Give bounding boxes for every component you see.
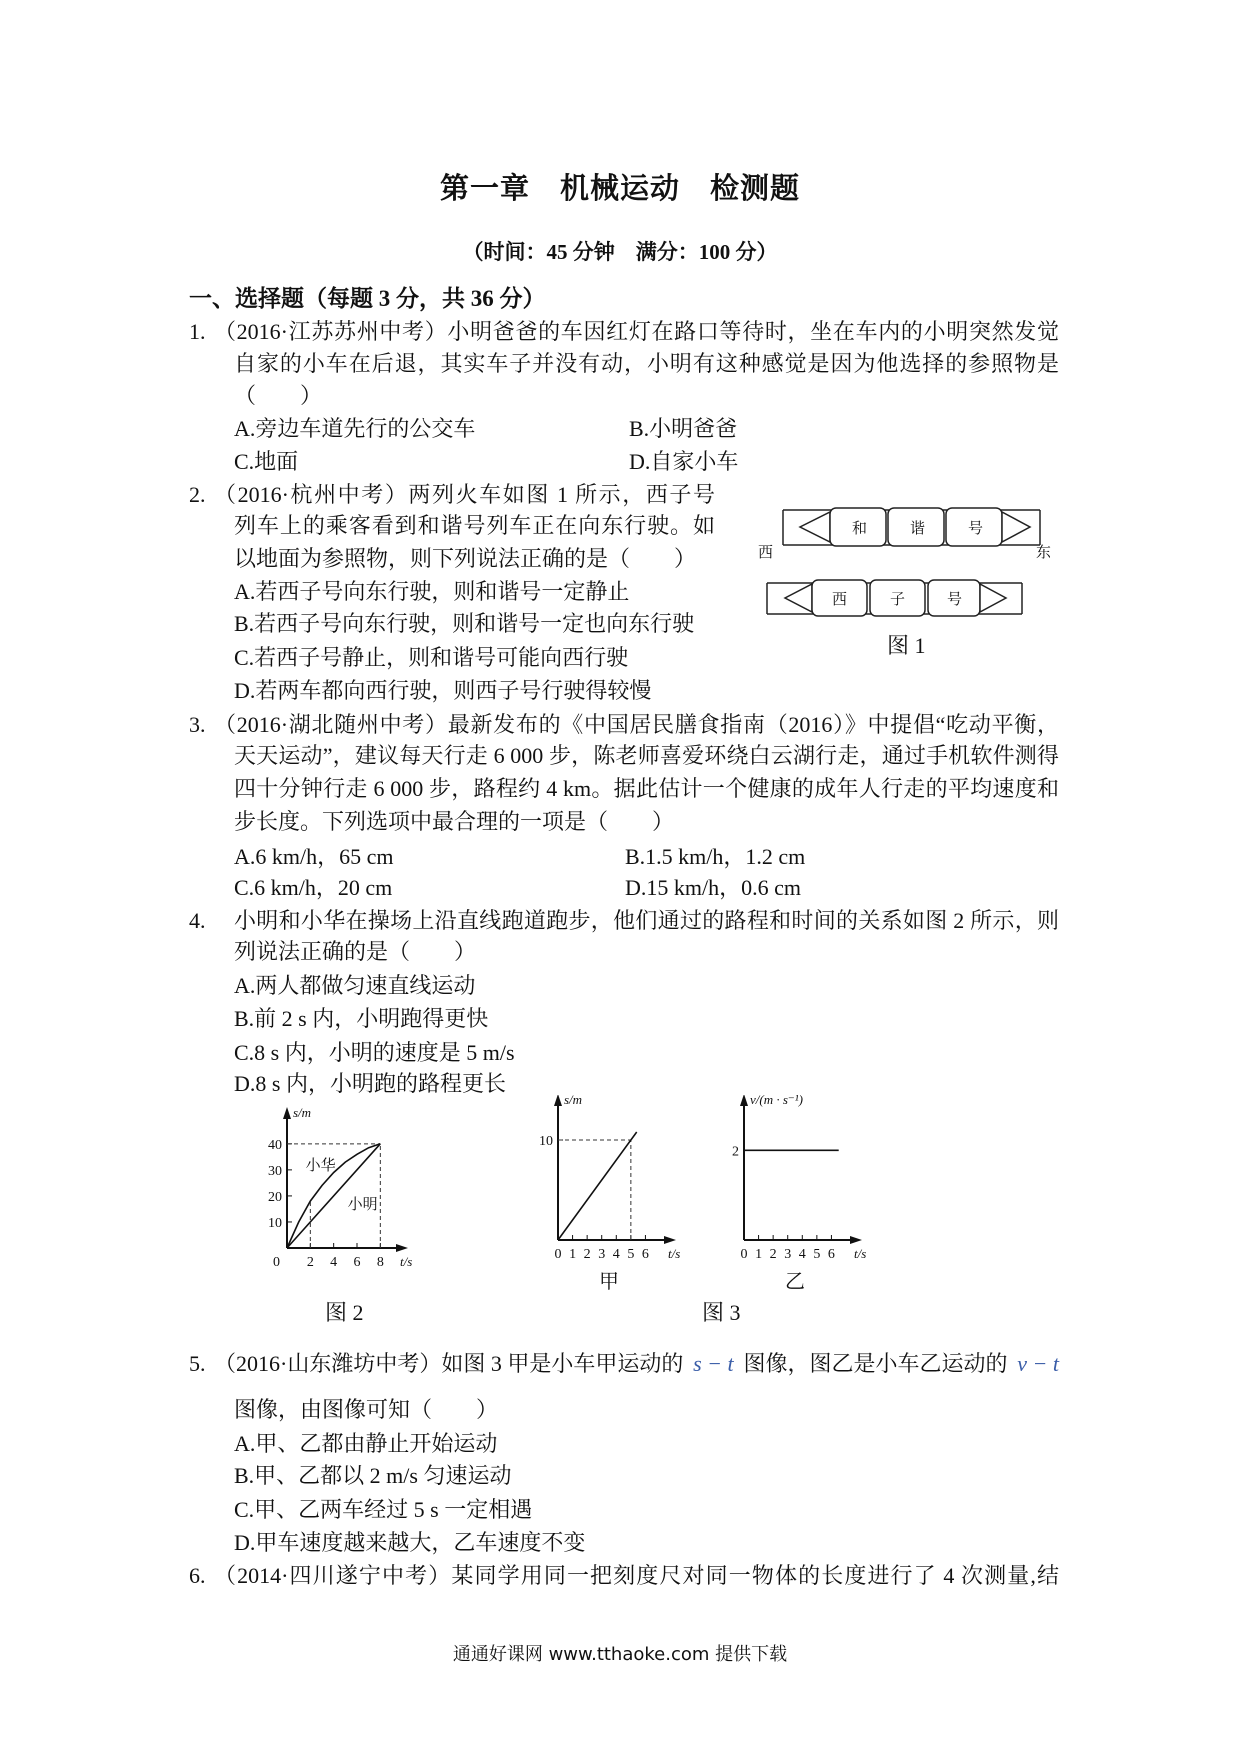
exam-info: （时间：45 分钟 满分：100 分）: [462, 240, 778, 264]
question-text: 图像，由图像可知（ ）: [234, 1397, 499, 1422]
question-text: [214, 1351, 1059, 1377]
option-a: A.两人都做匀速直线运动: [234, 973, 476, 998]
option-a: A.6 km/h，65 cm: [234, 844, 394, 869]
train-label: 和: [852, 521, 868, 537]
question-text: （2016·湖北随州中考）最新发布的《中国居民膳食指南（2016）》中提倡“吃动平衡，: [214, 712, 1059, 737]
x-tick-label: 4: [330, 1255, 338, 1270]
series-label: 小明: [347, 1196, 378, 1213]
option-b: B.甲、乙都以 2 m/s 匀速运动: [234, 1463, 512, 1488]
option-d: D.甲车速度越来越大，乙车速度不变: [234, 1530, 586, 1555]
y-tick-label: 2: [732, 1144, 739, 1160]
option-d: D.若两车都向西行驶，则西子号行驶得较慢: [234, 678, 652, 703]
train-label: 号: [947, 592, 963, 608]
y-tick-label: 10: [268, 1215, 282, 1231]
east-label: 东: [1036, 545, 1052, 561]
x-axis-arrow: [850, 1236, 862, 1244]
x-axis-arrow: [664, 1236, 676, 1244]
option-b: B.小明爸爸: [629, 416, 738, 441]
y-axis-label: s/m: [293, 1105, 312, 1120]
y-tick-label: 20: [268, 1189, 282, 1205]
x-tick-label: 4: [612, 1247, 620, 1262]
question-text-part: 图像，图乙是小车乙运动的: [743, 1351, 1008, 1376]
question-text: （2014·四川遂宁中考）某同学用同一把刻度尺对同一物体的长度进行了 4 次测量,结: [214, 1563, 1059, 1588]
question-text: 以地面为参照物，则下列说法正确的是（ ）: [234, 546, 697, 571]
x-tick-label: 8: [376, 1255, 384, 1270]
option-c: C.甲、乙两车经过 5 s 一定相遇: [234, 1497, 533, 1522]
question-number: 1.: [189, 319, 206, 344]
x-tick-label: 6: [353, 1255, 361, 1270]
y-tick-label: 10: [539, 1134, 553, 1149]
question-number: 2.: [189, 482, 206, 507]
x-tick-label: 2: [306, 1255, 314, 1270]
x-tick-label: 5: [813, 1247, 821, 1262]
question-text: 列车上的乘客看到和谐号列车正在向东行驶。如: [234, 513, 715, 538]
series-label: 小华: [305, 1157, 336, 1174]
answer-blank: （ ）: [234, 383, 323, 408]
s-t-symbol: s − t: [693, 1351, 734, 1376]
question-text: （2016·江苏苏州中考）小明爸爸的车因红灯在路口等待时，坐在车内的小明突然发觉: [214, 319, 1059, 344]
question-number: 5.: [189, 1351, 206, 1376]
option-c: C.8 s 内，小明的速度是 5 m/s: [234, 1040, 515, 1065]
train-label: 子: [890, 592, 906, 608]
footer-source: 通通好课网 www.tthaoke.com 提供下载: [452, 1644, 788, 1665]
option-b: B.1.5 km/h，1.2 cm: [625, 844, 806, 869]
question-text: 列说法正确的是（ ）: [234, 939, 477, 964]
train-label: 号: [968, 521, 984, 537]
x-tick-label: 6: [641, 1247, 649, 1262]
train-label: 谐: [910, 521, 926, 537]
question-text: （2016·杭州中考）两列火车如图 1 所示，西子号: [214, 482, 715, 507]
figure-3-caption: 图 3: [702, 1300, 741, 1325]
option-a: A.甲、乙都由静止开始运动: [234, 1431, 498, 1456]
question-text: 自家的小车在后退，其实车子并没有动，小明有这种感觉是因为他选择的参照物是: [234, 351, 1059, 376]
option-a: A.若西子号向东行驶，则和谐号一定静止: [234, 579, 630, 604]
option-b: B.前 2 s 内，小明跑得更快: [234, 1006, 489, 1031]
x-tick-label: 3: [598, 1247, 606, 1262]
figure-1-trains: [740, 500, 1070, 670]
figure-3-chart-jia: [520, 1095, 720, 1335]
y-tick-label: 30: [268, 1163, 282, 1179]
y-axis-arrow: [740, 1095, 748, 1106]
x-tick-label: 6: [827, 1247, 835, 1262]
option-d: D.8 s 内，小明跑的路程更长: [234, 1071, 506, 1096]
figure-caption: 图 1: [887, 633, 926, 658]
x-axis-label: t/s: [668, 1246, 681, 1261]
option-d: D.15 km/h，0.6 cm: [625, 875, 801, 900]
y-axis-label: s/m: [564, 1095, 583, 1107]
question-text: 小明和小华在操场上沿直线跑道跑步，他们通过的路程和时间的关系如图 2 所示，则: [234, 908, 1059, 933]
x-axis-label: t/s: [400, 1254, 413, 1269]
west-label: 西: [758, 545, 774, 561]
question-number: 6.: [189, 1563, 206, 1588]
x-tick-label: 0: [740, 1247, 748, 1262]
y-axis-arrow: [554, 1095, 562, 1106]
figure-2-chart: [250, 1095, 470, 1335]
x-tick-label: 0: [554, 1247, 562, 1262]
option-c: C.若西子号静止，则和谐号可能向西行驶: [234, 645, 629, 670]
x-axis-label: t/s: [854, 1246, 867, 1261]
x-tick-label: 1: [569, 1247, 577, 1262]
question-text: 天天运动”，建议每天行走 6 000 步，陈老师喜爱环绕白云湖行走，通过手机软件测得: [234, 743, 1059, 768]
y-tick-label: 40: [268, 1137, 282, 1153]
x-tick-label: 4: [798, 1247, 806, 1262]
y-axis-arrow: [283, 1107, 291, 1119]
figure-2-caption: 图 2: [325, 1300, 364, 1325]
question-text-part: （2016·山东潍坊中考）如图 3 甲是小车甲运动的: [214, 1351, 684, 1376]
chart-caption: 甲: [599, 1271, 619, 1293]
page-title: 第一章 机械运动 检测题: [439, 171, 800, 205]
question-text: 步长度。下列选项中最合理的一项是（ ）: [234, 809, 675, 834]
option-d: D.自家小车: [629, 449, 739, 474]
option-a: A.旁边车道先行的公交车: [234, 416, 476, 441]
v-t-symbol: v − t: [1017, 1351, 1059, 1376]
question-text: 四十分钟行走 6 000 步，路程约 4 km。据此估计一个健康的成年人行走的平均速度和: [234, 776, 1059, 801]
question-number: 4.: [189, 908, 206, 933]
series-line-甲: [558, 1132, 637, 1240]
x-tick-label: 2: [583, 1247, 591, 1262]
origin-label: 0: [273, 1255, 280, 1270]
section-heading: 一、选择题（每题 3 分，共 36 分）: [189, 286, 546, 311]
option-b: B.若西子号向东行驶，则和谐号一定也向东行驶: [234, 611, 695, 636]
x-axis-arrow: [396, 1244, 408, 1252]
x-tick-label: 3: [784, 1247, 792, 1262]
question-number: 3.: [189, 712, 206, 737]
train-label: 西: [832, 592, 848, 608]
option-c: C.6 km/h，20 cm: [234, 875, 393, 900]
figure-3-chart-yi: [706, 1095, 906, 1335]
x-tick-label: 1: [755, 1247, 763, 1262]
y-axis-label: v/(m · s⁻¹): [750, 1095, 803, 1107]
x-tick-label: 2: [769, 1247, 777, 1262]
x-tick-label: 5: [627, 1247, 635, 1262]
option-c: C.地面: [234, 449, 299, 474]
chart-caption: 乙: [785, 1271, 805, 1293]
